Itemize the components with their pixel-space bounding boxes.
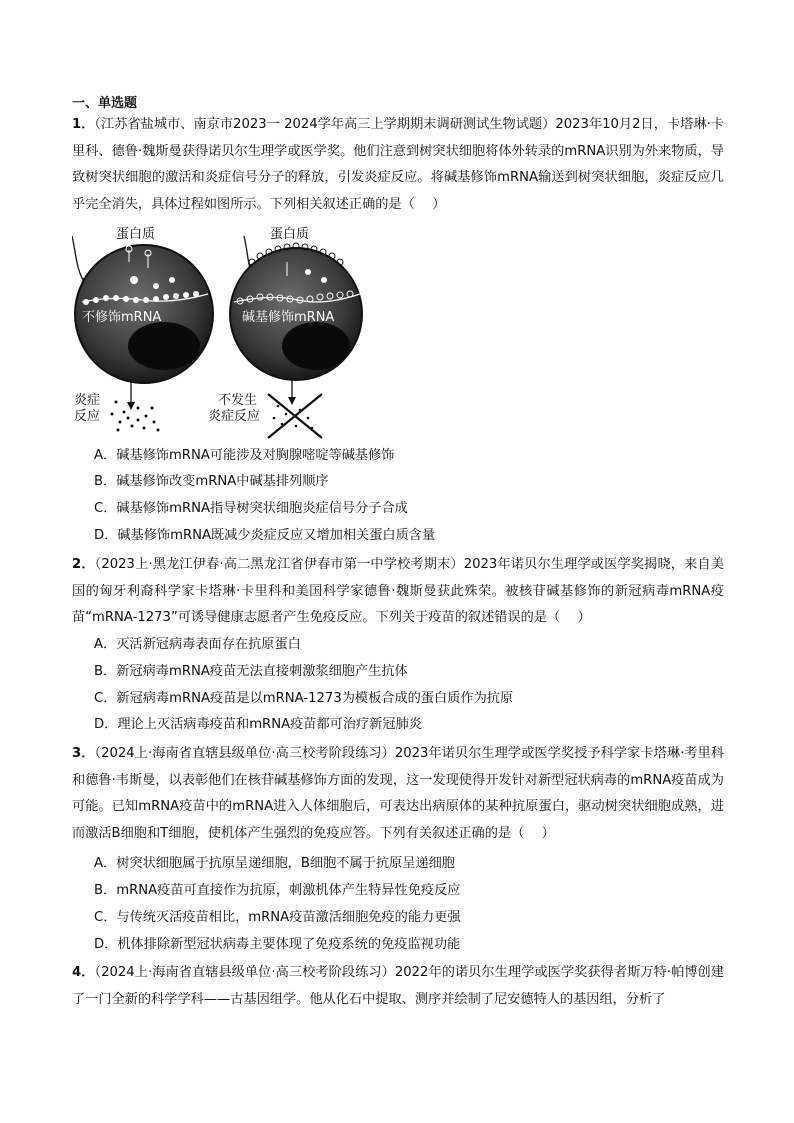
question-1 bbox=[72, 112, 724, 218]
question-number: 4． bbox=[72, 965, 95, 980]
q1-option-d: D．碱基修饰mRNA既减少炎症反应又增加相关蛋白质含量 bbox=[94, 528, 436, 543]
question-number: 3． bbox=[72, 746, 95, 761]
question-number: 2． bbox=[72, 557, 95, 572]
question-4 bbox=[72, 960, 724, 1013]
q2-option-b: B．新冠病毒mRNA疫苗无法直接刺激浆细胞产生抗体 bbox=[94, 664, 408, 679]
q1-option-b: B．碱基修饰改变mRNA中碱基排列顺序 bbox=[94, 474, 329, 489]
right-mrna-label: 碱基修饰mRNA bbox=[242, 310, 335, 325]
right-protein-label: 蛋白质 bbox=[270, 227, 310, 242]
section-title: 一、单选题 bbox=[72, 96, 138, 111]
left-signal-molecules bbox=[111, 401, 160, 432]
question-number: 1． bbox=[72, 117, 95, 132]
q2-option-a: A．灭活新冠病毒表面存在抗原蛋白 bbox=[94, 637, 301, 652]
question-stem: 2023年诺贝尔生理学或医学奖授予科学家卡塔琳·考里科和德鲁·韦斯曼，以表彰他们在核苷碱基修饰方面的发现，这一发现使得开发针对新型冠状病毒的mRNA疫苗成为可能。已知mRNA疫苗中的mRNA进入人体细胞后，可表达出病原体的某种抗原蛋白，驱动树突状细胞成熟，进而激活B细胞和T细胞，使机体产生强烈的免疫应答。下列有关叙述正确的是（ ） bbox=[72, 746, 724, 841]
right-nucleus bbox=[282, 322, 350, 370]
mrna-cell-figure bbox=[72, 222, 372, 440]
q1-option-a: A．碱基修饰mRNA可能涉及对胸腺嘧啶等碱基修饰 bbox=[94, 448, 395, 463]
q2-option-c: C．新冠病毒mRNA疫苗是以mRNA-1273为模板合成的蛋白质作为抗原 bbox=[94, 691, 514, 706]
left-result-line1: 炎症 bbox=[74, 393, 101, 408]
right-cell-diagram bbox=[208, 227, 362, 438]
left-cell-diagram bbox=[72, 227, 213, 432]
q3-option-a: A．树突状细胞属于抗原呈递细胞，B细胞不属于抗原呈递细胞 bbox=[94, 856, 455, 871]
q2-option-d: D．理论上灭活病毒疫苗和mRNA疫苗都可治疗新冠肺炎 bbox=[94, 717, 422, 732]
left-nucleus bbox=[128, 322, 200, 370]
question-source: （2024上·海南省直辖县级单位·高三校考阶段练习） bbox=[94, 965, 395, 980]
left-mrna-label: 不修饰mRNA bbox=[82, 310, 162, 325]
left-arrow-curve bbox=[72, 236, 86, 284]
q3-option-d: D．机体排除新型冠状病毒主要体现了免疫系统的免疫监视功能 bbox=[94, 937, 461, 952]
question-source: （2024上·海南省直辖县级单位·高三校考阶段练习） bbox=[94, 746, 395, 761]
right-result-line2: 炎症反应 bbox=[208, 409, 261, 424]
q3-option-b: B．mRNA疫苗可直接作为抗原，刺激机体产生特异性免疫反应 bbox=[94, 883, 461, 898]
q3-option-c: C．与传统灭活疫苗相比，mRNA疫苗激活细胞免疫的能力更强 bbox=[94, 910, 461, 925]
left-result-line2: 反应 bbox=[74, 409, 101, 424]
question-stem: 2023年10月2日，卡塔琳·卡里科、德鲁·魏斯曼获得诺贝尔生理学或医学奖。他们注意到树突状细胞将体外转录的mRNA识别为外来物质，导致树突状细胞的激活和炎症信号分子的释放，引发炎症反应。将碱基修饰mRNA输送到树突状细胞，炎症反应几乎完全消失，具体过程如图所示。下列相关叙述正确的是（ ） bbox=[72, 117, 724, 212]
question-source: （2023上·黑龙江伊春·高二黑龙江省伊春市第一中学校考期末） bbox=[94, 557, 464, 572]
question-3 bbox=[72, 741, 724, 847]
left-protein-label: 蛋白质 bbox=[116, 227, 156, 242]
question-2 bbox=[72, 552, 724, 632]
question-stem: 2022年的诺贝尔生理学或医学奖获得者斯万特·帕博创建了一门全新的科学学科——古基因组学。他从化石中提取、测序并绘制了尼安德特人的基因组，分析了 bbox=[72, 965, 724, 1007]
question-stem: 2023年诺贝尔生理学或医学奖揭晓，来自美国的匈牙利裔科学家卡塔琳·卡里科和美国科学家德鲁·魏斯曼获此殊荣。被核苷碱基修饰的新冠病毒mRNA疫苗“mRNA-1273”可诱导健康志愿者产生免疫反应。下列关于疫苗的叙述错误的是（ ） bbox=[72, 557, 724, 625]
right-result-line1: 不发生 bbox=[218, 393, 258, 408]
q1-option-c: C．碱基修饰mRNA指导树突状细胞炎症信号分子合成 bbox=[94, 501, 408, 516]
question-source: （江苏省盐城市、南京市2023一 2024学年高三上学期期末调研测试生物试题） bbox=[94, 117, 556, 132]
